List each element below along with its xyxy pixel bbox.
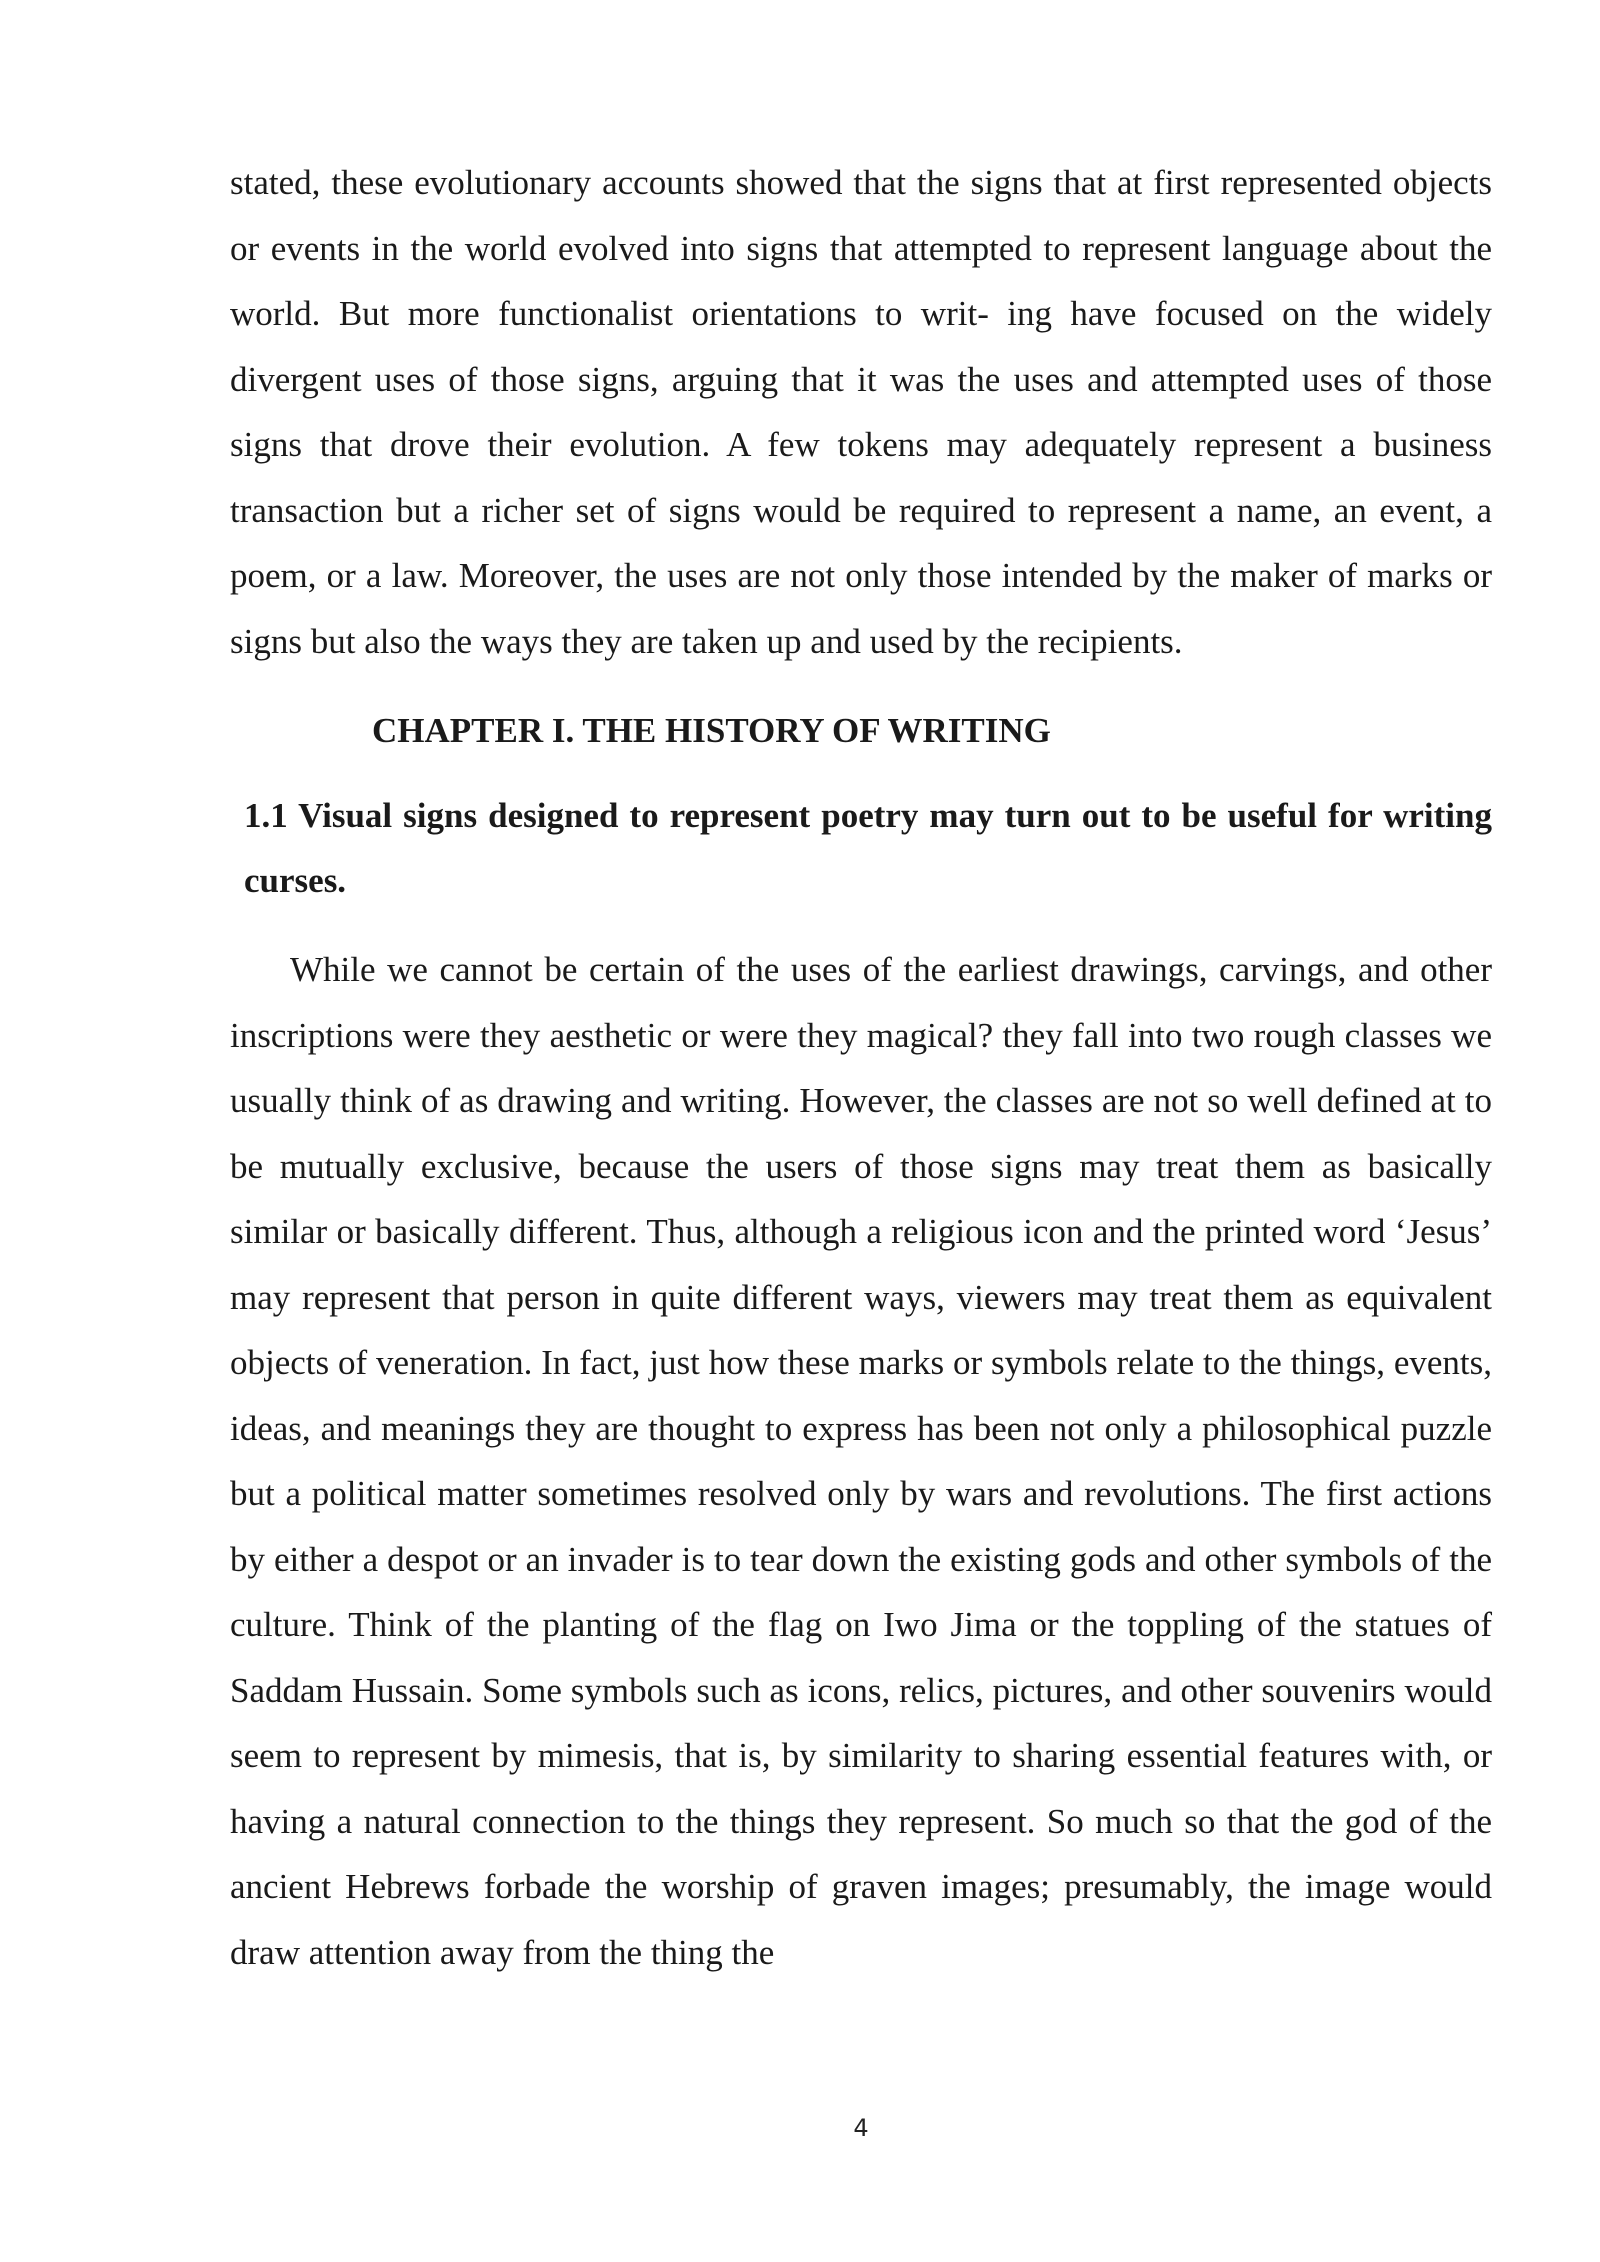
page-number: 4 [853,2114,869,2142]
chapter-title: CHAPTER I. THE HISTORY OF WRITING [372,711,1051,750]
section-heading: 1.1 Visual signs designed to represent poetry may turn out to be useful for writing curses. [244,796,1492,900]
body-paragraph-continued: stated, these evolutionary accounts showed that the signs that at first represented objects or events in the world evolved into signs that attempted to represent language about the world. But more functionalist orientations to writ- ing have focused on the widely divergent uses of those signs, arguing that it was the uses and attempted uses of those signs that drove their evolution. A few tokens may adequately represent a business transaction but a richer set of signs would be required to represent a name, an event, a poem, or a law. Moreover, the uses are not only those intended by the maker of marks or signs but also the ways they are taken up and used by the recipients. [230,163,1492,661]
section-paragraph: While we cannot be certain of the uses of the earliest drawings, carvings, and other inscriptions were they aesthetic or were they magical? they fall into two rough classes we usually think of as drawing and writing. However, the classes are not so well defined at to be mutually exclusive, because the users of those signs may treat them as basically similar or basically different. Thus, although a religious icon and the printed word ‘Jesus’ may represent that person in quite different ways, viewers may treat them as equivalent objects of veneration. In fact, just how these marks or symbols relate to the things, events, ideas, and meanings they are thought to express has been not only a philosophical puzzle but a political matter sometimes resolved only by wars and revolutions. The first actions by either a despot or an invader is to tear down the existing gods and other symbols of the culture. Think of the planting of the flag on Iwo Jima or the toppling of the statues of Saddam Hussain. Some symbols such as icons, relics, pictures, and other souvenirs would seem to represent by mimesis, that is, by similarity to sharing essential features with, or having a natural connection to the things they represent. So much so that the god of the ancient Hebrews forbade the worship of graven images; presumably, the image would draw attention away from the thing the [230,950,1492,1972]
document-page [230,150,1492,1985]
